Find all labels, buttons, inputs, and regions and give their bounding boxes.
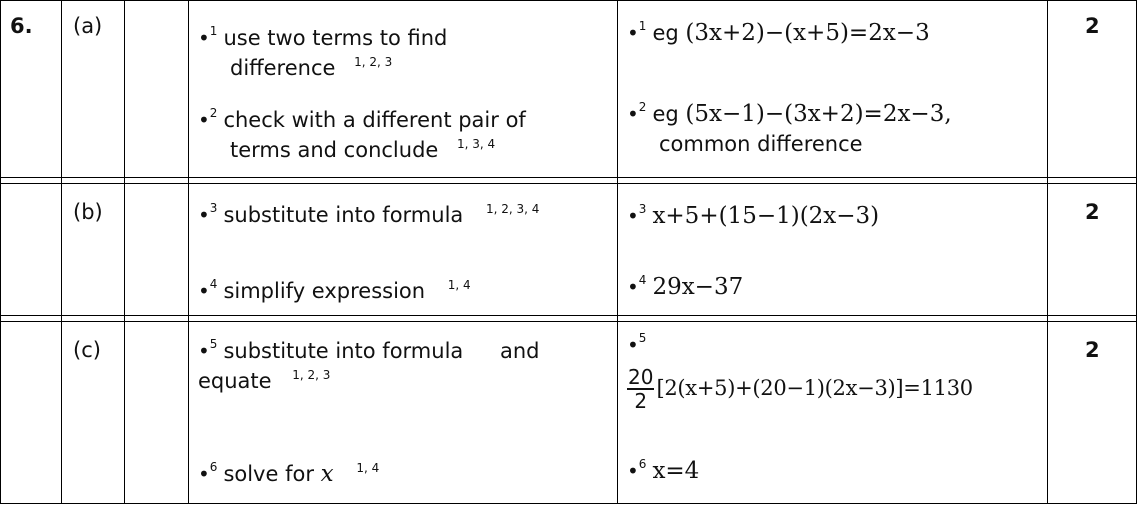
row-c-top-border [0,321,1137,322]
process-step-4 [198,278,608,308]
process-text-cont: difference [230,56,336,80]
bullet-icon: • [198,26,210,50]
answer-step-4 [627,274,1042,304]
bullet-icon: • [627,459,639,483]
bullet-number: 4 [638,273,647,287]
answer-step-2 [627,101,1042,158]
process-text: solve for [223,462,314,486]
part-label-a: (a) [73,14,103,38]
part-label-c: (c) [73,338,101,362]
bullet-number: 1 [209,24,218,38]
process-step-6 [198,461,608,491]
col-divider-1 [0,0,1,504]
notes-ref: 1, 4 [447,278,471,292]
answer-prefix: eg [652,102,679,126]
notes-ref: 1, 4 [356,461,380,475]
fraction [627,366,654,412]
table-bottom-border [0,503,1137,504]
col-divider-6 [1047,0,1048,504]
marks-a: 2 [1085,14,1100,38]
bullet-icon: • [627,21,639,45]
fraction-denominator: 2 [634,389,648,413]
process-step-3 [198,202,608,232]
bullet-number: 6 [638,457,647,471]
notes-ref: 1, 2, 3 [354,55,393,69]
bullet-icon: • [627,333,639,357]
table-top-border [0,0,1137,1]
col-divider-2 [61,0,62,504]
process-text: simplify expression [223,279,426,303]
bullet-icon: • [198,108,210,132]
col-divider-5 [617,0,618,504]
answer-expression: (3x+2)−(x+5)=2x−3 [685,20,930,46]
row-b-top-border [0,183,1137,184]
answer-step-3 [627,203,1042,233]
process-step-2 [198,107,608,167]
process-step-5 [198,338,608,398]
question-number: 6. [10,14,33,38]
bullet-number: 5 [209,337,218,351]
col-divider-3 [124,0,125,504]
answer-step-6 [627,458,1042,488]
bullet-icon: • [627,275,639,299]
answer-step-1 [627,20,1042,50]
bullet-icon: • [198,279,210,303]
process-text: use two terms to find [223,26,448,50]
process-text-cont: terms and conclude [230,138,439,162]
marks-c: 2 [1085,338,1100,362]
col-divider-4 [188,0,189,504]
bullet-icon: • [198,462,210,486]
answer-expression: (5x−1)−(3x+2)=2x−3, [685,101,952,127]
bullet-number: 6 [209,460,218,474]
answer-expression: [2(x+5)+(20−1)(2x−3)]=1130 [656,376,973,400]
answer-text-cont: common difference [659,132,863,156]
bullet-icon: • [627,102,639,126]
notes-ref: 1, 2, 3 [292,368,331,382]
bullet-number: 5 [638,331,647,345]
process-variable: x [320,461,334,487]
notes-ref: 1, 3, 4 [457,137,496,151]
notes-ref: 1, 2, 3, 4 [485,202,540,216]
fraction-numerator: 20 [628,365,654,389]
answer-prefix: eg [652,21,679,45]
answer-expression: 29x−37 [652,274,744,300]
answer-expression: x+5+(15−1)(2x−3) [652,203,880,229]
marks-b: 2 [1085,200,1100,224]
bullet-icon: • [198,203,210,227]
row-b-bottom-border [0,315,1137,316]
process-text: substitute into formula [223,203,464,227]
process-text: substitute into formula [223,339,464,363]
bullet-number: 1 [638,19,647,33]
bullet-number: 4 [209,277,218,291]
row-a-bottom-border [0,177,1137,178]
bullet-icon: • [627,204,639,228]
process-text-cont: equate [198,369,272,393]
bullet-number: 3 [638,202,647,216]
bullet-number: 2 [209,106,218,120]
process-text: check with a different pair of [223,108,526,132]
process-text-and: and [499,339,540,363]
answer-step-5 [627,332,1045,412]
part-label-b: (b) [73,200,103,224]
bullet-icon: • [198,339,210,363]
bullet-number: 3 [209,201,218,215]
answer-expression: x=4 [652,458,700,484]
bullet-number: 2 [638,100,647,114]
process-step-1 [198,25,608,85]
